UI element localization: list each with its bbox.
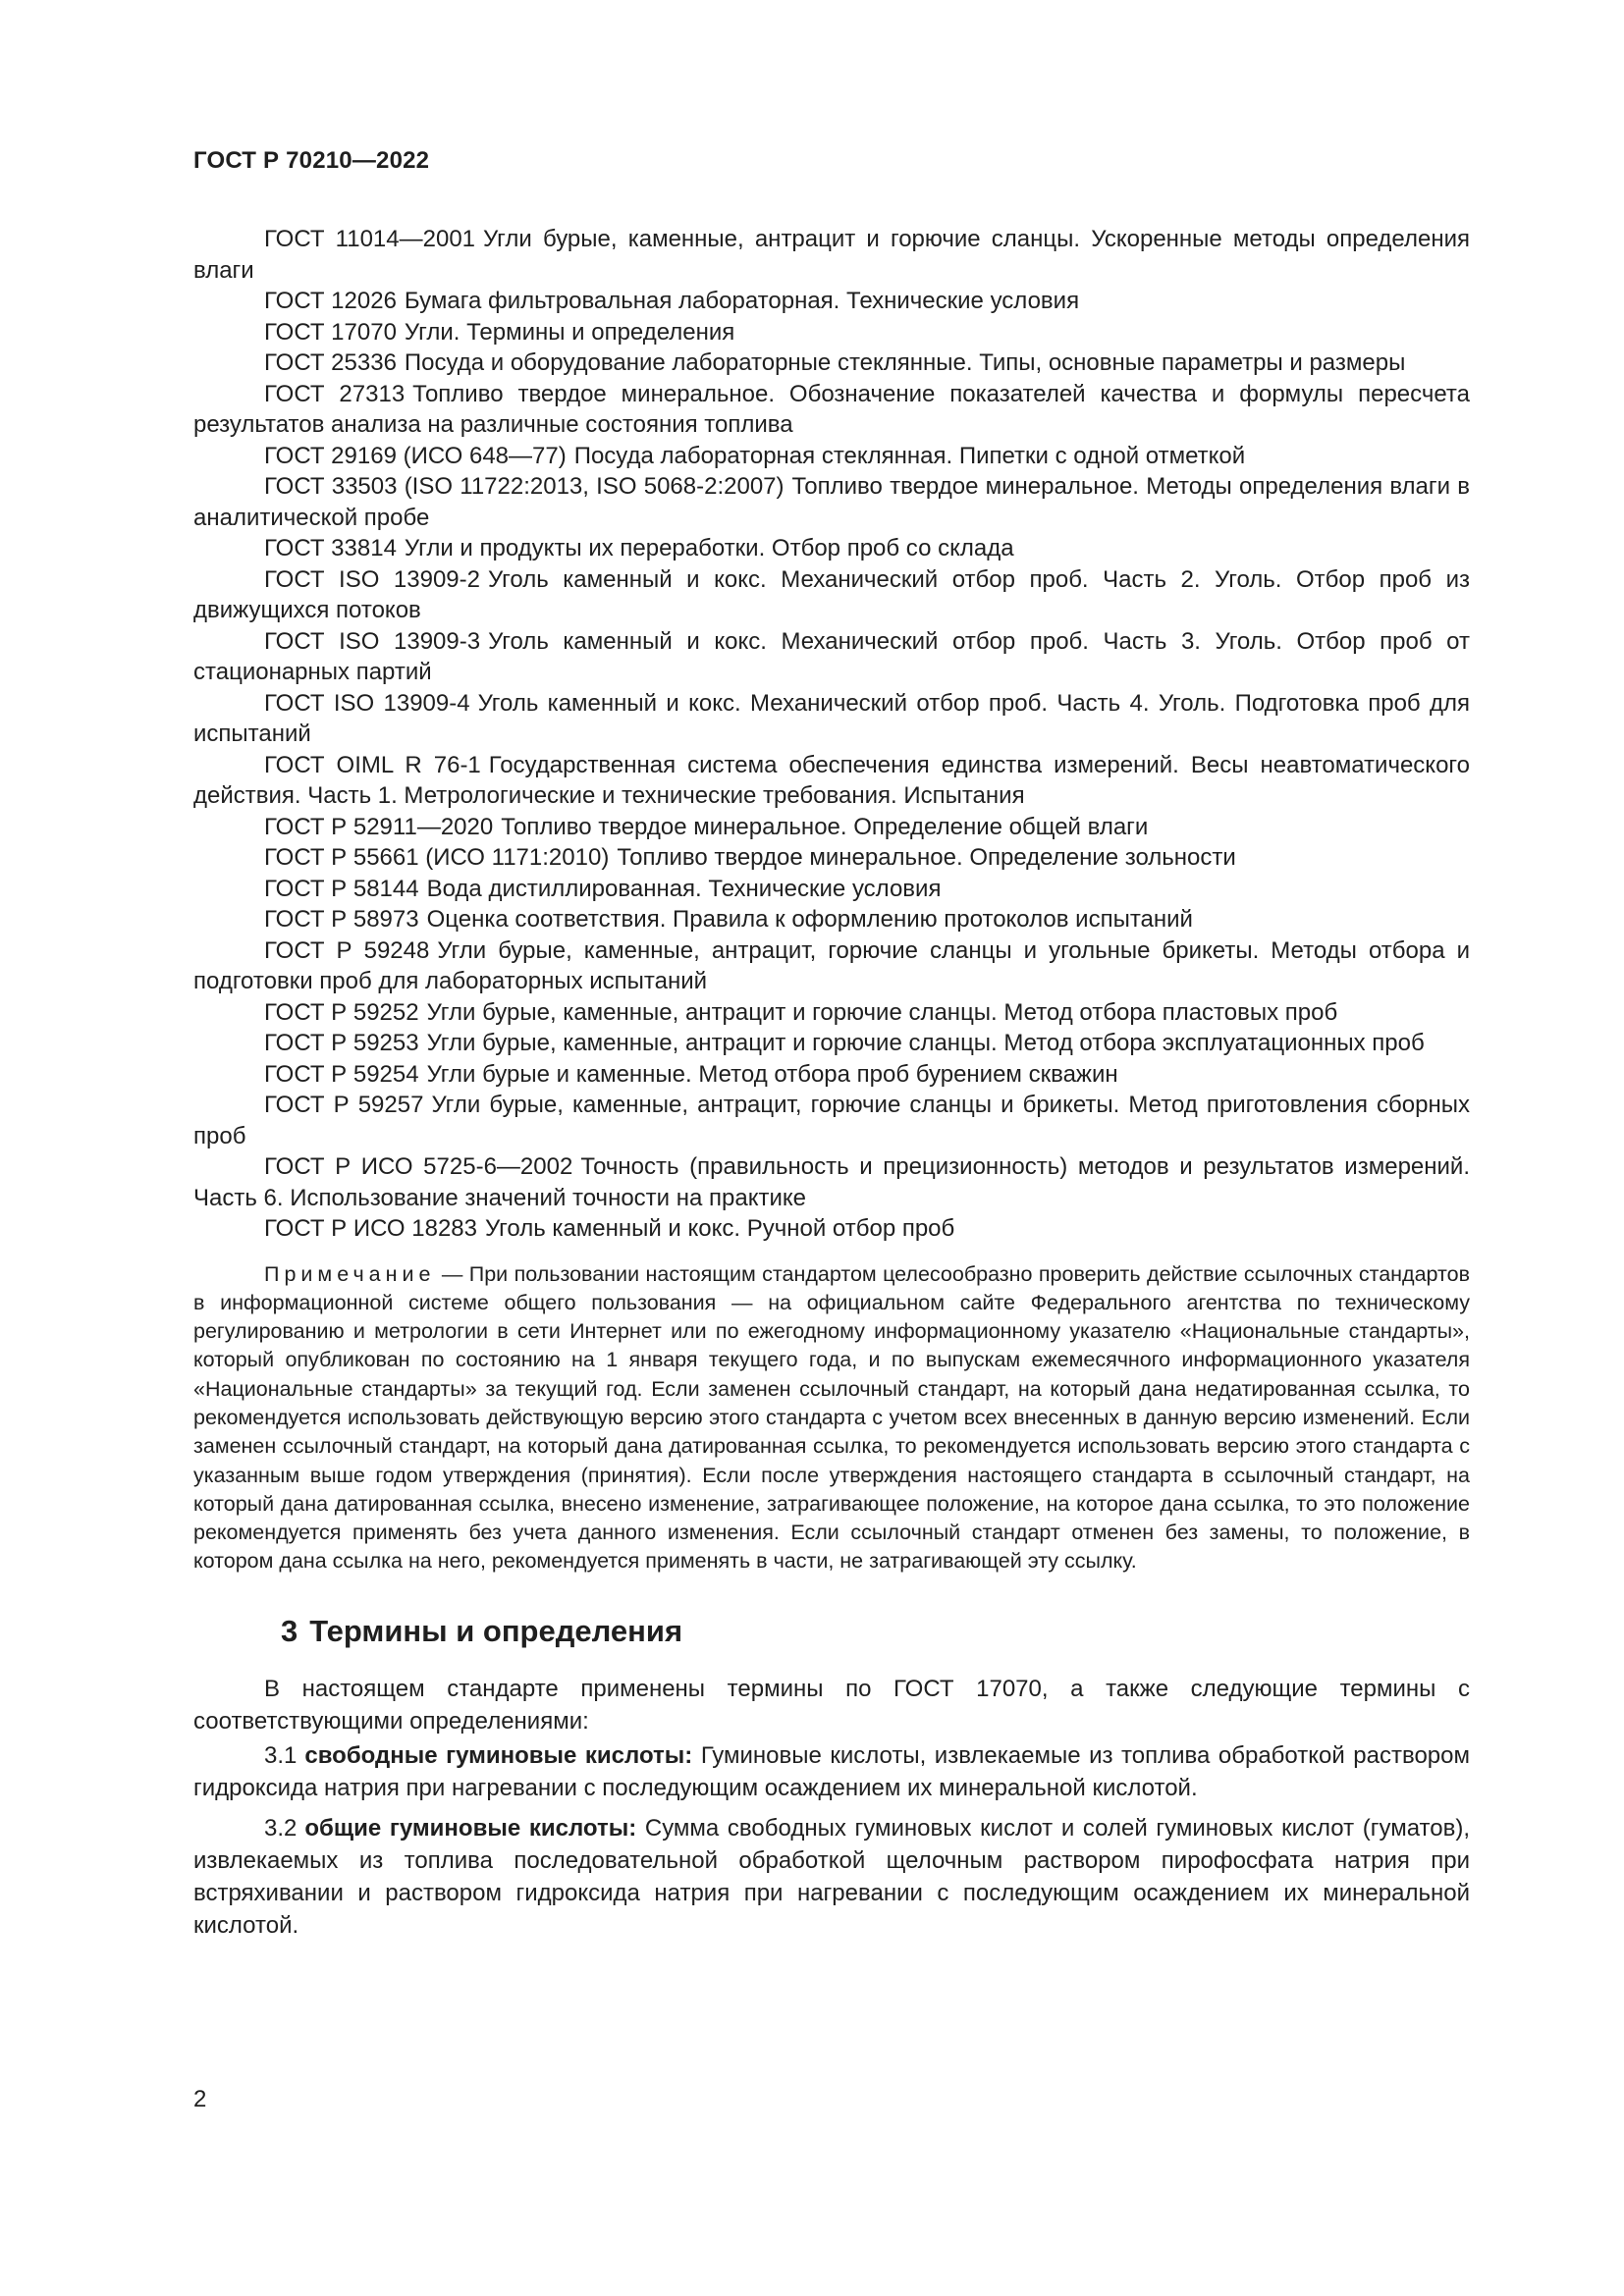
reference-code: ГОСТ Р 59248 [264, 936, 430, 964]
reference-item [193, 688, 1470, 750]
reference-code: ГОСТ Р 52911—2020 [264, 813, 494, 840]
reference-item [193, 997, 1470, 1029]
reference-title: Угли. Термины и определения [404, 318, 735, 346]
reference-title: Уголь каменный и кокс. Ручной отбор проб [484, 1215, 955, 1242]
reference-code: ГОСТ Р 59253 [264, 1030, 419, 1056]
reference-item [193, 904, 1470, 935]
reference-item [193, 317, 1470, 348]
reference-title: Бумага фильтровальная лабораторная. Технические условия [404, 288, 1080, 314]
reference-item [193, 533, 1470, 564]
reference-item [193, 286, 1470, 317]
reference-code: ГОСТ Р 58144 [264, 875, 419, 902]
reference-code: ГОСТ 25336 [264, 349, 397, 376]
reference-title: Топливо твердое минеральное. Обозначение показателей качества и формулы пересчета результатов анализа на различные состояния топлива [193, 380, 1470, 438]
reference-title: Угли бурые, каменные, антрацит и горючие сланцы. Ускоренные методы определения влаги [193, 226, 1470, 284]
reference-title: Угли бурые, каменные, антрацит и горючие сланцы. Метод отбора эксплуатационных проб [426, 1030, 1425, 1056]
reference-code: ГОСТ 17070 [264, 318, 397, 346]
section-number: 3 [281, 1613, 298, 1648]
reference-code: ГОСТ Р 59252 [264, 998, 419, 1026]
reference-code: ГОСТ OIML R 76-1 [264, 751, 481, 778]
normative-references-list [193, 224, 1470, 1245]
reference-item [193, 224, 1470, 286]
reference-title: Вода дистиллированная. Технические условия [426, 875, 942, 902]
reference-item [193, 1059, 1470, 1091]
definition-item [193, 1739, 1470, 1804]
reference-title: Посуда и оборудование лабораторные стеклянные. Типы, основные параметры и размеры [404, 349, 1406, 376]
reference-item [193, 626, 1470, 688]
note-text: — При пользовании настоящим стандартом целесообразно проверить действие ссылочных стандартов в информационной системе общего пользования — на официальном сайте Федерального агентства по техническому регулированию и метрологии в сети Интернет или по ежегодному информационному указателю «Национальные стандарты», который опубликован по состоянию на 1 января текущего года, и по выпускам ежемесячного информационного указателя «Национальные стандарты» за текущий год. Если заменен ссылочный стандарт, на который дана недатированная ссылка, то рекомендуется использовать действующую версию этого стандарта с учетом всех внесенных в данную версию изменений. Если заменен ссылочный стандарт, на который дана датированная ссылка, то рекомендуется использовать версию этого стандарта с указанным выше годом утверждения (принятия). Если после утверждения настоящего стандарта в ссылочный стандарт, на который дана датированная ссылка, внесено изменение, затрагивающее положение, на которое дана ссылка, то это положение рекомендуется применять без учета данного изменения. Если ссылочный стандарт отменен без замены, то положение, в котором дана ссылка на него, рекомендуется применять в части, не затрагивающей эту ссылку. [193, 1261, 1470, 1574]
definition-term: общие гуминовые кислоты: [304, 1814, 637, 1842]
reference-item [193, 935, 1470, 997]
reference-item [193, 1028, 1470, 1059]
reference-title: Точность (правильность и прецизионность) методов и результатов измерений. Часть 6. Использование значений точности на практике [193, 1153, 1470, 1211]
reference-code: ГОСТ 11014—2001 [264, 226, 476, 252]
reference-item [193, 379, 1470, 441]
reference-code: ГОСТ ISO 13909-2 [264, 565, 480, 593]
reference-item [193, 812, 1470, 843]
reference-code: ГОСТ ISO 13909-3 [264, 627, 481, 655]
reference-item [193, 1151, 1470, 1213]
reference-title: Угли бурые, каменные, антрацит, горючие сланцы и угольные брикеты. Методы отбора и подготовки проб для лабораторных испытаний [193, 936, 1470, 994]
reference-code: ГОСТ Р ИСО 18283 [264, 1215, 477, 1242]
reference-code: ГОСТ 12026 [264, 288, 397, 314]
reference-item [193, 1090, 1470, 1151]
definition-number: 3.2 [264, 1814, 298, 1842]
reference-item [193, 347, 1470, 379]
reference-item [193, 471, 1470, 533]
reference-code: ГОСТ Р 59254 [264, 1060, 419, 1088]
reference-code: ГОСТ 27313 [264, 380, 406, 407]
note-label: Примечание [264, 1261, 436, 1286]
reference-title: Топливо твердое минеральное. Определение общей влаги [501, 813, 1149, 840]
reference-title: Угли и продукты их переработки. Отбор проб со склада [404, 535, 1014, 561]
reference-item [193, 564, 1470, 626]
note-paragraph [193, 1260, 1470, 1576]
reference-code: ГОСТ Р 55661 (ИСО 1171:2010) [264, 844, 610, 871]
reference-title: Уголь каменный и кокс. Механический отбор проб. Часть 4. Уголь. Подготовка проб для испытаний [193, 689, 1470, 747]
definition-item [193, 1812, 1470, 1942]
reference-title: Топливо твердое минеральное. Методы определения влаги в аналитической пробе [193, 473, 1471, 531]
reference-code: ГОСТ Р 58973 [264, 906, 419, 933]
reference-title: Уголь каменный и кокс. Механический отбор проб. Часть 2. Уголь. Отбор проб из движущихся потоков [193, 565, 1470, 623]
reference-title: Топливо твердое минеральное. Определение зольности [617, 844, 1236, 871]
definition-term: свободные гуминовые кислоты: [304, 1741, 693, 1769]
section-intro: В настоящем стандарте применены термины по ГОСТ 17070, а также следующие термины с соответствующими определениями: [193, 1675, 1470, 1735]
reference-code: ГОСТ ISO 13909-4 [264, 689, 470, 717]
reference-title: Угли бурые и каменные. Метод отбора проб бурением скважин [426, 1060, 1118, 1088]
reference-code: ГОСТ Р 59257 [264, 1092, 424, 1118]
section-heading [193, 1612, 1470, 1651]
reference-title: Угли бурые, каменные, антрацит и горючие сланцы. Метод отбора пластовых проб [426, 998, 1338, 1026]
document-code-header: ГОСТ Р 70210—2022 [193, 147, 430, 174]
reference-code: ГОСТ Р ИСО 5725-6—2002 [264, 1153, 573, 1180]
reference-title: Посуда лабораторная стеклянная. Пипетки с одной отметкой [573, 442, 1246, 469]
definition-text: Гуминовые кислоты, извлекаемые из топлива обработкой раствором гидроксида натрия при нагревании с последующим осаждением их минеральной кислотой. [193, 1741, 1470, 1801]
page-content [193, 224, 1470, 1942]
reference-item [193, 441, 1470, 472]
reference-title: Оценка соответствия. Правила к оформлению протоколов испытаний [426, 906, 1193, 933]
reference-code: ГОСТ 29169 (ИСО 648—77) [264, 442, 567, 469]
reference-title: Угли бурые, каменные, антрацит, горючие сланцы и брикеты. Метод приготовления сборных проб [193, 1092, 1470, 1149]
reference-title: Государственная система обеспечения единства измерений. Весы неавтоматического действия. Часть 1. Метрологические и технические требования. Испытания [193, 751, 1470, 809]
definition-text: Сумма свободных гуминовых кислот и солей гуминовых кислот (гуматов), извлекаемых из топлива последовательной обработкой щелочным раствором пирофосфата натрия при встряхивании и раствором гидроксида натрия при нагревании с последующим осаждением их минеральной кислотой. [193, 1814, 1471, 1939]
reference-item [193, 750, 1470, 812]
reference-item [193, 842, 1470, 874]
reference-code: ГОСТ 33814 [264, 535, 397, 561]
reference-item [193, 1213, 1470, 1245]
reference-code: ГОСТ 33503 (ISO 11722:2013, ISO 5068-2:2007) [264, 473, 785, 500]
page-number: 2 [193, 2086, 207, 2112]
section-title: Термины и определения [309, 1613, 683, 1648]
definition-number: 3.1 [264, 1741, 298, 1769]
reference-title: Уголь каменный и кокс. Механический отбор проб. Часть 3. Уголь. Отбор проб от стационарных партий [193, 627, 1470, 685]
reference-item [193, 874, 1470, 905]
